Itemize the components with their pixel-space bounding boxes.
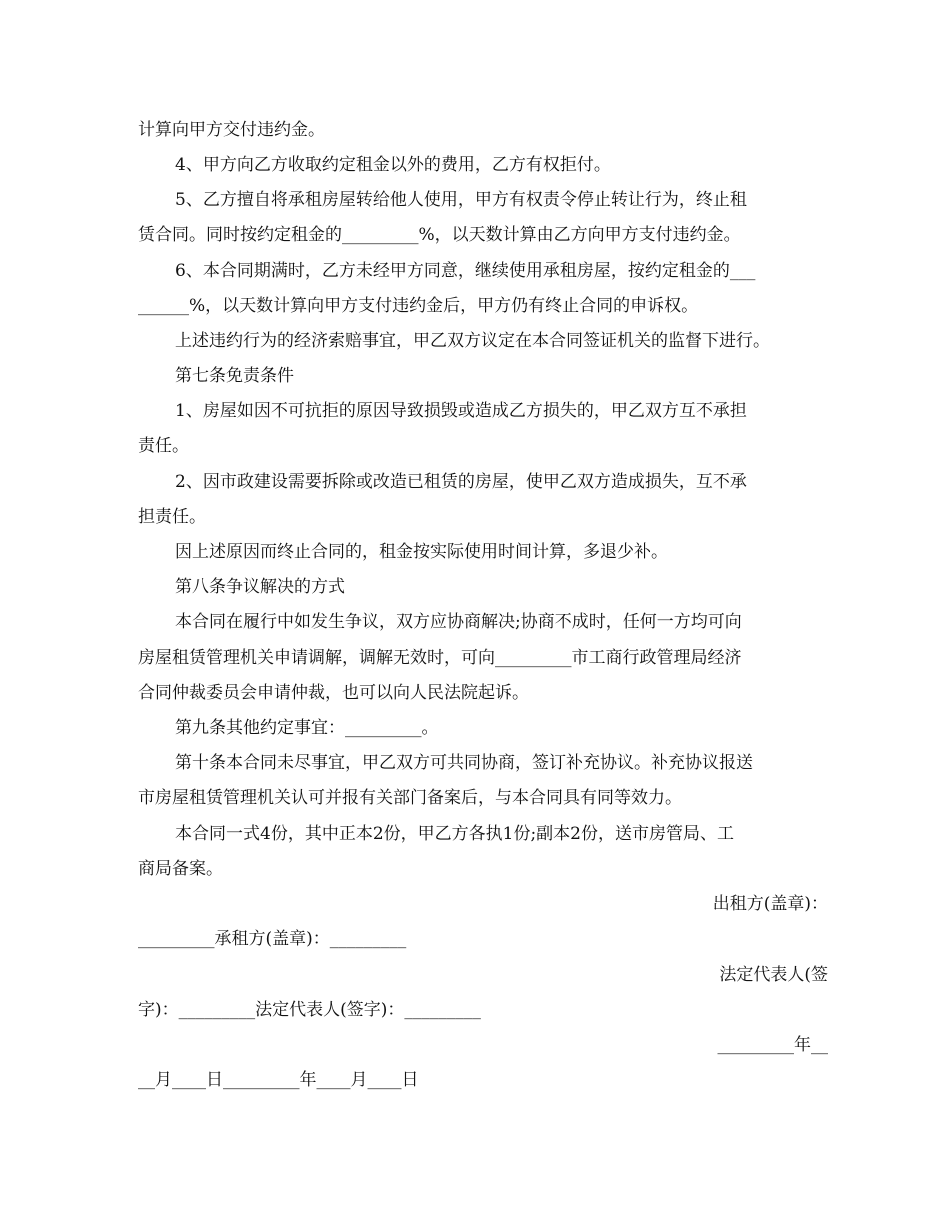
text-line: 担责任。 xyxy=(138,507,206,527)
date-line: _________年__ xyxy=(717,1035,828,1055)
text-line: 本合同在履行中如发生争议，双方应协商解决;协商不成时，任何一方均可向 xyxy=(175,612,742,632)
text-line: 4、甲方向乙方收取约定租金以外的费用，乙方有权拒付。 xyxy=(175,155,611,175)
text-line: 合同仲裁委员会申请仲裁，也可以向人民法院起诉。 xyxy=(138,683,529,703)
text-line: 本合同一式4份，其中正本2份，甲乙方各执1份;副本2份，送市房管局、工 xyxy=(175,824,734,844)
signature-lessor: 出租方(盖章)： xyxy=(712,894,828,914)
text-line: 上述违约行为的经济索赔事宜，甲乙双方议定在本合同签证机关的监督下进行。 xyxy=(175,331,770,351)
text-line: 责任。 xyxy=(138,436,189,456)
date-line-continued: __月____日_________年____月____日 xyxy=(138,1070,419,1090)
text-line: 计算向甲方交付违约金。 xyxy=(138,120,325,140)
text-line: 5、乙方擅自将承租房屋转给他人使用，甲方有权责令停止转让行为，终止租 xyxy=(175,190,747,210)
text-line: ______%，以天数计算向甲方支付违约金后，甲方仍有终止合同的申诉权。 xyxy=(138,296,699,316)
signature-lessee: _________承租方(盖章)：_________ xyxy=(138,929,407,949)
text-line: 2、因市政建设需要拆除或改造已租赁的房屋，使甲乙双方造成损失，互不承 xyxy=(175,472,747,492)
text-line: 1、房屋如因不可抗拒的原因导致损毁或造成乙方损失的，甲乙双方互不承担 xyxy=(175,401,747,421)
text-line: 第十条本合同未尽事宜，甲乙双方可共同协商，签订补充协议。补充协议报送 xyxy=(175,753,753,773)
section-heading: 第八条争议解决的方式 xyxy=(175,577,345,597)
text-line: 赁合同。同时按约定租金的_________%，以天数计算由乙方向甲方支付违约金。 xyxy=(138,225,741,245)
section-heading: 第七条免责条件 xyxy=(175,366,294,386)
text-line: 市房屋租赁管理机关认可并报有关部门备案后，与本合同具有同等效力。 xyxy=(138,788,682,808)
text-line: 因上述原因而终止合同的，租金按实际使用时间计算，多退少补。 xyxy=(175,542,668,562)
signature-representative-continued: 字)：_________法定代表人(签字)：_________ xyxy=(138,1000,481,1020)
text-line: 6、本合同期满时，乙方未经甲方同意，继续使用承租房屋，按约定租金的___ xyxy=(175,261,756,281)
signature-representative: 法定代表人(签 xyxy=(719,965,828,985)
text-line: 商局备案。 xyxy=(138,859,223,879)
text-line: 房屋租赁管理机关申请调解，调解无效时，可向_________市工商行政管理局经济 xyxy=(138,648,742,668)
section-heading: 第九条其他约定事宜：_________。 xyxy=(175,718,439,738)
